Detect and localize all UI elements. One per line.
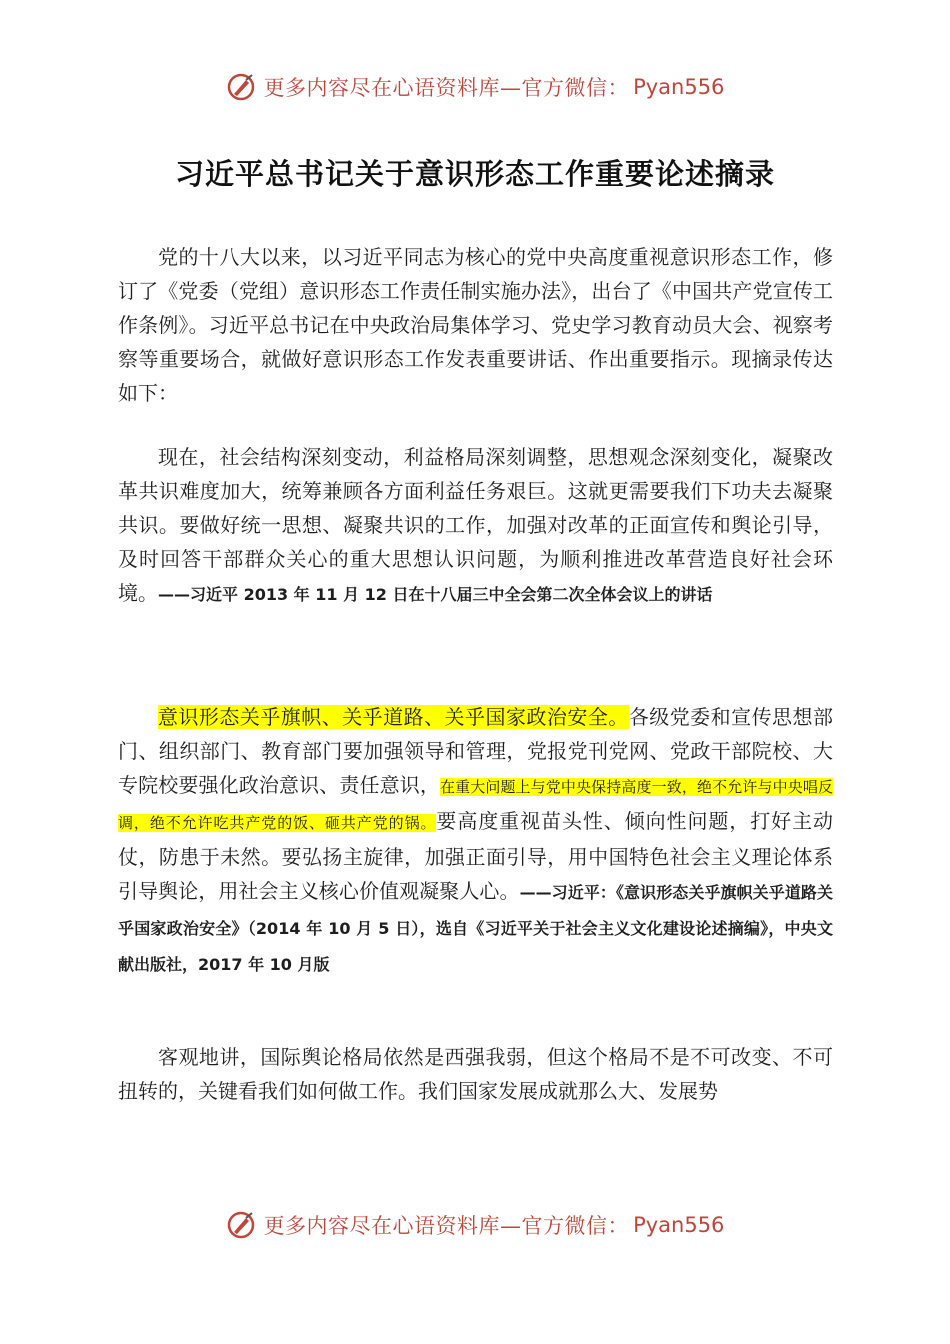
paragraph-2-source: ——习近平：《意识形态关乎旗帜关乎道路关乎国家政治安全》（2014 年 10 月 5 日），选自《习近平关于社会主义文化建设论述摘编》，中央文献出版社，2017 年 10 月版	[118, 883, 833, 974]
watermark-id: Pyan556	[633, 1213, 725, 1237]
watermark-footer	[0, 1210, 950, 1240]
paragraph-1-source: ——习近平 2013 年 11 月 12 日在十八届三中全会第二次全体会议上的讲话	[158, 585, 713, 604]
paragraph-3: 客观地讲，国际舆论格局依然是西强我弱，但这个格局不是不可改变、不可扭转的，关键看我们如何做工作。我们国家发展成就那么大、发展势	[118, 1045, 833, 1103]
watermark-header	[0, 72, 950, 102]
watermark-id: Pyan556	[633, 75, 725, 99]
paragraph-2	[118, 700, 833, 982]
paragraph-1-text: 现在，社会结构深刻变动，利益格局深刻调整，思想观念深刻变化，凝聚改革共识难度加大，统筹兼顾各方面利益任务艰巨。这就更需要我们下功夫去凝聚共识。要做好统一思想、凝聚共识的工作，加强对改革的正面宣传和舆论引导，及时回答干部群众关心的重大思想认识问题，为顺利推进改革营造良好社会环境。	[118, 445, 833, 605]
page-title: 习近平总书记关于意识形态工作重要论述摘录	[174, 157, 775, 191]
paragraph-2-text-1: 各级党委和宣传思想部门、组织部门、教育部门要加强领导和管理，党报党刊党网、党政干部院校、大专院校要强化政治意识、责任意识，	[118, 705, 833, 797]
watermark-text: 更多内容尽在心语资料库—官方微信：	[263, 1214, 630, 1238]
pen-logo-icon	[226, 72, 256, 102]
paragraph-2-text-2: 要高度重视苗头性、倾向性问题，打好主动仗，防患于未然。要弘扬主旋律，加强正面引导，用中国特色社会主义理论体系引导舆论，用社会主义核心价值观凝聚人心。	[118, 809, 833, 903]
watermark-text: 更多内容尽在心语资料库—官方微信：	[263, 76, 630, 100]
highlight-key-statement: 意识形态关乎旗帜、关乎道路、关乎国家政治安全。	[158, 705, 629, 729]
pen-logo-icon	[226, 1210, 256, 1240]
highlight-central-alignment: 在重大问题上与党中央保持高度一致，绝不允许与中央唱反调，绝不允许吃共产党的饭、砸共产党的锅。	[118, 778, 833, 832]
intro-paragraph: 党的十八大以来，以习近平同志为核心的党中央高度重视意识形态工作，修订了《党委（党组）意识形态工作责任制实施办法》，出台了《中国共产党宣传工作条例》。习近平总书记在中央政治局集体学习、党史学习教育动员大会、视察考察等重要场合，就做好意识形态工作发表重要讲话、作出重要指示。现摘录传达如下：	[118, 245, 833, 405]
paragraph-1	[118, 440, 833, 612]
